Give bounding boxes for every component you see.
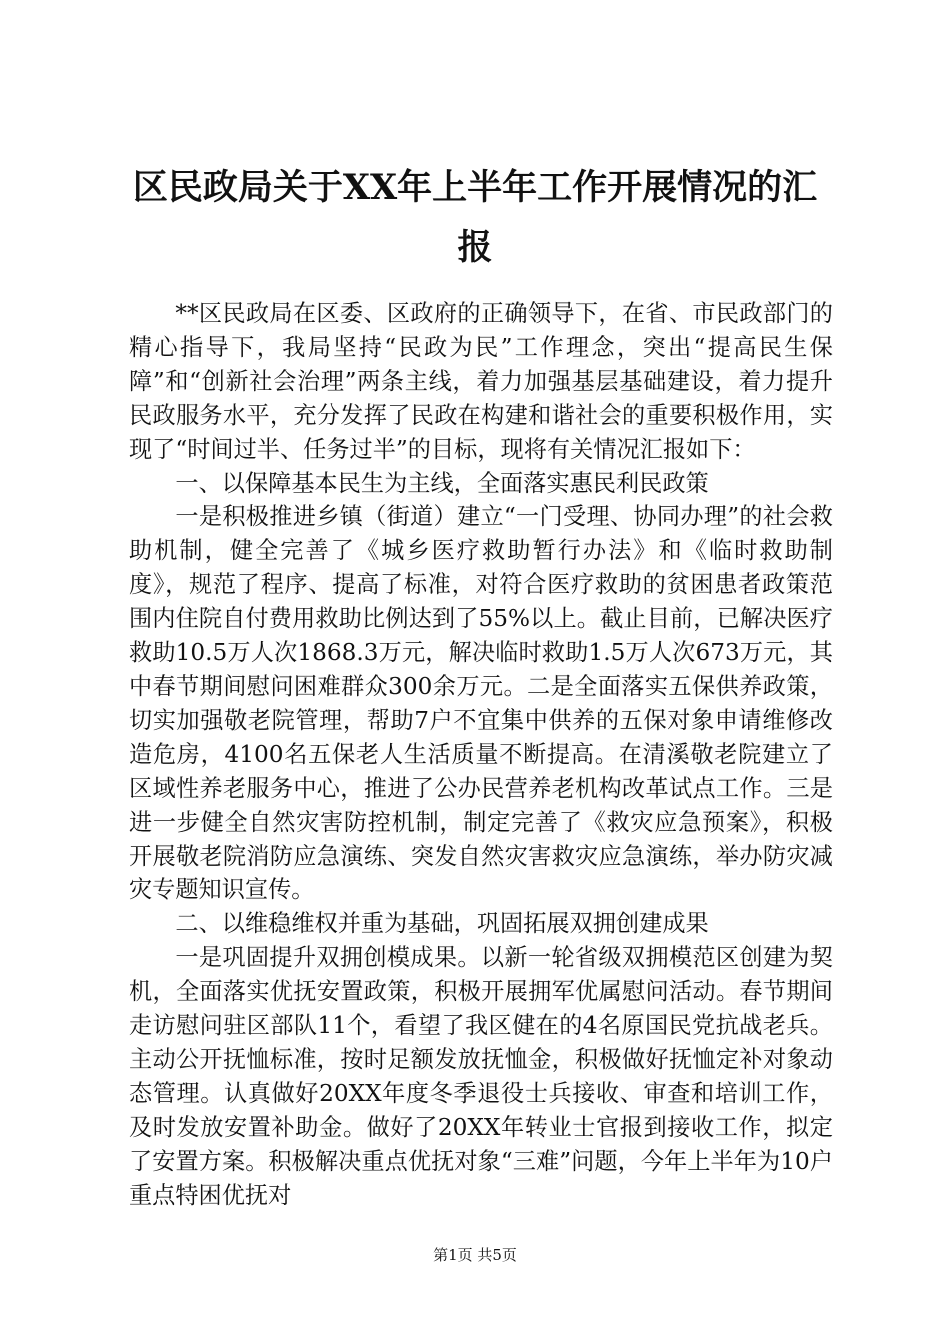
paragraph-intro: **区民政局在区委、区政府的正确领导下，在省、市民政部门的精心指导下，我局坚持“民政为民”工作理念，突出“提高民生保障”和“创新社会治理”两条主线，着力加强基层基础建设，着力提升民政服务水平，充分发挥了民政在构建和谐社会的重要积极作用，实现了“时间过半、任务过半”的目标，现将有关情况汇报如下：: [129, 300, 833, 463]
page-footer: [0, 1245, 950, 1265]
document-title-line-1: 区民政局关于XX年上半年工作开展情况的汇: [132, 167, 818, 208]
section-heading-2: 二、以维稳维权并重为基础，巩固拓展双拥创建成果: [175, 910, 709, 938]
document-title: [128, 158, 822, 278]
section-heading-1: 一、以保障基本民生为主线，全面落实惠民利民政策: [175, 469, 709, 497]
paragraph-section-1: 一是积极推进乡镇（街道）建立“一门受理、协同办理”的社会救助机制，健全完善了《城乡医疗救助暂行办法》和《临时救助制度》，规范了程序、提高了标准，对符合医疗救助的贫困患者政策范围内住院自付费用救助比例达到了55%以上。截止目前，已解决医疗救助10.5万人次1868.3万元，解决临时救助1.5万人次673万元，其中春节期间慰问困难群众300余万元。二是全面落实五保供养政策，切实加强敬老院管理，帮助7户不宜集中供养的五保对象申请维修改造危房，4100名五保老人生活质量不断提高。在清溪敬老院建立了区域性养老服务中心，推进了公办民营养老机构改革试点工作。三是进一步健全自然灾害防控机制，制定完善了《救灾应急预案》，积极开展敬老院消防应急演练、突发自然灾害救灾应急演练，举办防灾减灾专题知识宣传。: [129, 503, 833, 904]
document-title-line-2: 报: [457, 227, 493, 268]
document-body: [129, 297, 833, 1212]
page-number: 第1页 共5页: [433, 1246, 517, 1264]
paragraph-section-2: 一是巩固提升双拥创模成果。以新一轮省级双拥模范区创建为契机，全面落实优抚安置政策，积极开展拥军优属慰问活动。春节期间走访慰问驻区部队11个，看望了我区健在的4名原国民党抗战老兵。主动公开抚恤标准，按时足额发放抚恤金，积极做好抚恤定补对象动态管理。认真做好20XX年度冬季退役士兵接收、审查和培训工作，及时发放安置补助金。做好了20XX年转业士官报到接收工作，拟定了安置方案。积极解决重点优抚对象“三难”问题，今年上半年为10户重点特困优抚对: [129, 944, 833, 1209]
